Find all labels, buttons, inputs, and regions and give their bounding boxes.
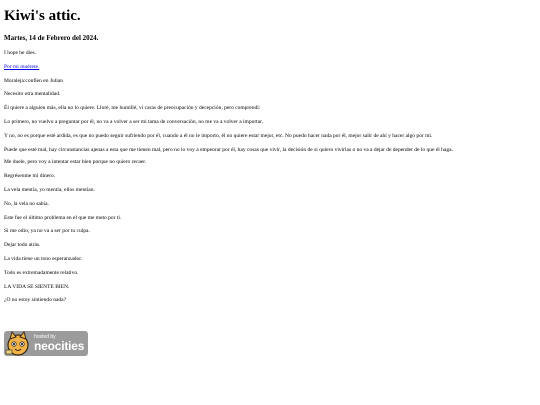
post-line: I hope he dies.	[4, 50, 37, 56]
post-line: Regrésenme mi dinero.	[4, 173, 56, 180]
post-line: La vida tiene un tono esperanzador.	[4, 255, 83, 262]
page-title: Kiwi's attic.	[4, 8, 81, 24]
badge-big-text: neocities	[34, 339, 85, 353]
neocities-cat-icon	[4, 331, 32, 356]
hosted-by-neocities-badge[interactable]	[4, 331, 88, 356]
post-line: Moraleja:confíen en Julian	[4, 77, 63, 84]
post-body	[4, 50, 534, 304]
post-line: Dejar todo atrás.	[4, 242, 41, 249]
post-line: Si me odio, ya no va a ser por tu culpa.	[4, 228, 90, 235]
post-link[interactable]: Por mi muérete.	[4, 63, 40, 70]
post-line: LA VIDA SE SIENTE BIEN.	[4, 283, 70, 290]
badge-small-text: hosted by	[34, 334, 56, 340]
badge-text	[34, 335, 84, 352]
post-line: Y no, no es porque esté ardida, es que no puedo seguir sufriendo por él, cuando a él no le importo, él no quiere estar mejor, etc. No puedo hacer nada por él, mejor salir de ahí y hacer algo por mí.	[4, 132, 433, 139]
post-line: No, la vela no sabía.	[4, 200, 49, 207]
post-line: Este fue el último problema en el que me meto por ti.	[4, 214, 122, 221]
post-line: Él quiere a alguien más, ella no lo quiere. Lloré, me humillé, vi caras de preocupación y decepción, pero comprendí:	[4, 105, 261, 112]
post-line: Me duele, pero voy a intentar estar bien porque no quiero recaer.	[4, 159, 147, 166]
post-line: Puede que esté mal, hay circunstancias ajenas a esta que me tienen mal, pero no lo voy a empeorar por él, hay cosas que vivir, la decisión de si quiero vivirlas o no va a dejar de depender de lo que él haga.	[4, 146, 453, 153]
post-line: Lo primero, no vuelvo a preguntar por él, no va a volver a ser mi tama de conversación, no me va a volver a importar.	[4, 118, 264, 125]
post-line	[4, 64, 534, 71]
post-line: Todo es extremadamente relativo.	[4, 269, 79, 276]
post-line: ¿O no estoy sintiendo nada?	[4, 297, 67, 304]
post-line: La vela mentía, yo mentía, ellos mentían.	[4, 186, 95, 193]
post-date: Martes, 14 de Febrero del 2024.	[4, 34, 99, 42]
page-content	[4, 8, 534, 311]
post-line: Necesito otra mentalidad.	[4, 91, 61, 98]
